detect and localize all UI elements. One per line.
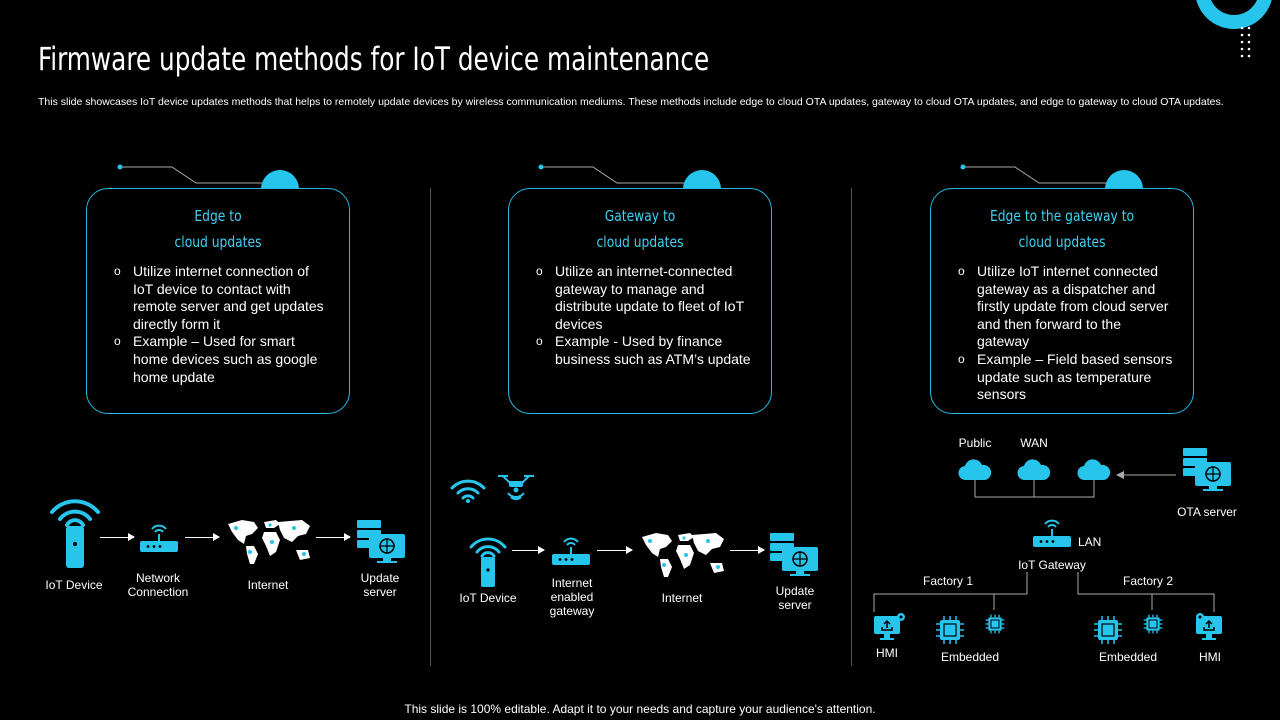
- bullet-item: o Example – Field based sensors update such as temperature sensors: [953, 351, 1173, 404]
- embedded-right-label: Embedded: [1098, 650, 1158, 664]
- router-icon: [1031, 516, 1073, 550]
- cloud-icon: [1077, 459, 1111, 481]
- wan-label: WAN: [1020, 436, 1048, 450]
- card-title: Edge to cloud updates: [174, 207, 262, 251]
- chip-icon: [935, 615, 965, 645]
- flow1-network-label: Network Connection: [127, 571, 189, 599]
- hmi-monitor-icon: [872, 611, 908, 641]
- flow2-internet-label: Internet: [661, 591, 703, 605]
- page-title: Firmware update methods for IoT device maintenance: [38, 40, 710, 78]
- iot-gateway-label: IoT Gateway: [1018, 558, 1086, 572]
- factory1-label: Factory 1: [922, 574, 973, 588]
- footer-note: This slide is 100% editable. Adapt it to your needs and capture your audience's attention.: [404, 702, 876, 716]
- card-title: Edge to the gateway to cloud updates: [989, 207, 1135, 251]
- chip-icon: [1093, 615, 1123, 645]
- cloud-icon: [1017, 459, 1051, 481]
- flow2-server-label: Update server: [775, 584, 815, 612]
- ota-server-label: OTA server: [1177, 505, 1237, 519]
- chip-icon: [985, 614, 1005, 634]
- hmi-monitor-icon: [1194, 611, 1230, 641]
- server-monitor-icon: [1181, 446, 1233, 492]
- factory2-label: Factory 2: [1122, 574, 1173, 588]
- chip-icon: [1143, 614, 1163, 634]
- bullet-item: o Utilize internet connection of IoT device to contact with remote server and get updates directly form it: [109, 263, 329, 333]
- flow2-gateway-label: Internet enabled gateway: [549, 576, 595, 618]
- cloud-icon: [958, 459, 992, 481]
- flow1-internet-label: Internet: [247, 578, 289, 592]
- bullet-item: o Utilize IoT internet connected gateway as a dispatcher and firstly update from cloud server and then forward to the gateway: [953, 263, 1173, 351]
- public-label: Public: [958, 436, 992, 450]
- card-title: Gateway to cloud updates: [596, 207, 684, 251]
- flow1-server-label: Update server: [360, 571, 400, 599]
- embedded-left-label: Embedded: [940, 650, 1000, 664]
- hmi-right-label: HMI: [1199, 650, 1221, 664]
- hmi-left-label: HMI: [876, 646, 898, 660]
- flow2-iot-device-label: IoT Device: [459, 591, 517, 605]
- bullet-item: o Example – Used for smart home devices such as google home update: [109, 333, 329, 386]
- flow1-iot-device-label: IoT Device: [45, 578, 103, 592]
- bullet-item: o Utilize an internet-connected gateway to manage and distribute update to fleet of IoT devices: [531, 263, 751, 333]
- page-subtitle: This slide showcases IoT device updates methods that helps to remotely update devices by wireless communication mediums. These methods include edge to cloud OTA updates, gateway to cloud OTA updates, and edge to gateway to cloud OTA updates.: [38, 96, 1224, 108]
- bullet-item: o Example - Used by finance business such as ATM’s update: [531, 333, 751, 368]
- lan-label: LAN: [1078, 535, 1102, 549]
